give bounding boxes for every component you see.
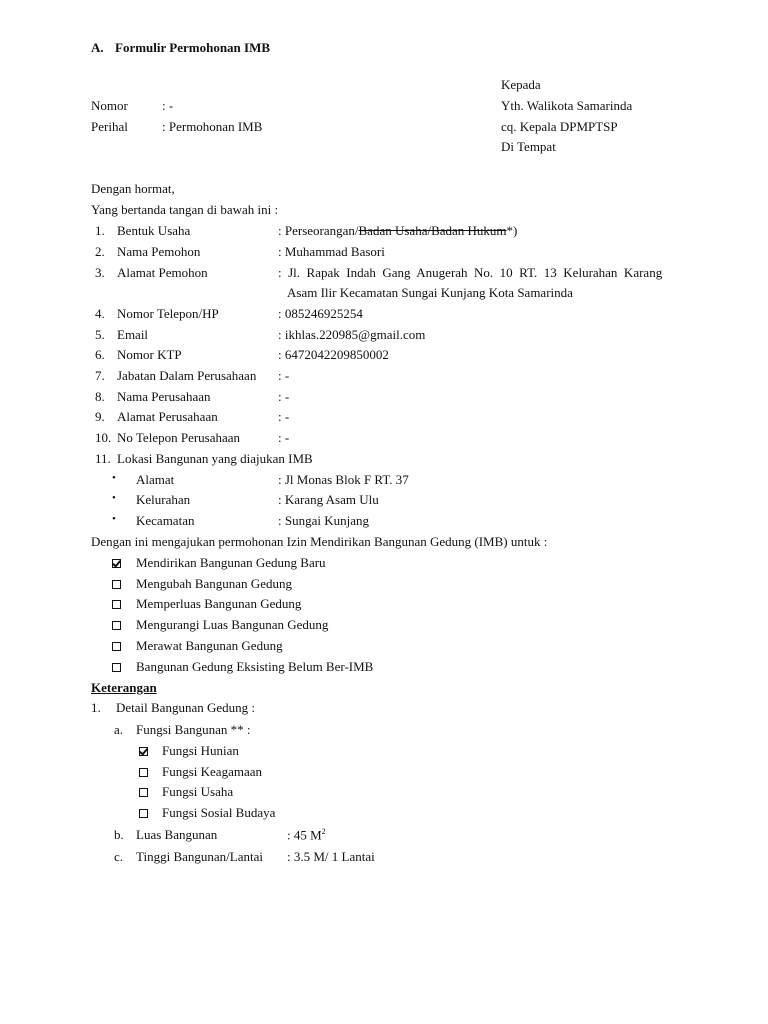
field-row-telepon-perusahaan xyxy=(0,430,768,450)
location-label: Alamat xyxy=(136,472,175,487)
checkbox-icon[interactable] xyxy=(112,621,121,630)
field-label: Email xyxy=(117,327,149,342)
luas-superscript: 2 xyxy=(321,827,326,836)
field-value: : - xyxy=(278,430,290,445)
nomor-value: : - xyxy=(162,98,174,113)
tinggi-bangunan-row xyxy=(0,849,768,869)
checkbox-icon[interactable] xyxy=(112,642,121,651)
intro-text: Yang bertanda tangan di bawah ini : xyxy=(91,202,279,217)
bentuk-usaha-value: : Perseorangan/ xyxy=(278,223,359,238)
purpose-option-mengubah xyxy=(0,576,768,596)
sub-item-letter: b. xyxy=(114,827,124,842)
field-row-alamat-perusahaan xyxy=(0,409,768,429)
sub-item-letter: c. xyxy=(114,849,124,864)
luas-value xyxy=(287,827,326,843)
purpose-option-mendirikan xyxy=(0,555,768,575)
checkbox-icon[interactable] xyxy=(112,600,121,609)
perihal-value: : Permohonan IMB xyxy=(162,119,263,134)
field-label: No Telepon Perusahaan xyxy=(117,430,241,445)
purpose-option-mengurangi xyxy=(0,617,768,637)
function-option-sosial-budaya xyxy=(0,805,768,825)
location-label: Kecamatan xyxy=(136,513,195,528)
location-value: : Sungai Kunjang xyxy=(278,513,369,528)
checkbox-icon[interactable] xyxy=(139,768,148,777)
checkbox-checked-icon[interactable] xyxy=(112,559,121,568)
field-row-bentuk-usaha xyxy=(0,223,768,243)
checkbox-icon[interactable] xyxy=(112,580,121,589)
field-row-alamat-pemohon xyxy=(0,265,768,305)
field-number: 1. xyxy=(95,223,105,238)
bentuk-usaha-struck-value: Badan Usaha/Badan Hukum xyxy=(358,223,507,238)
function-label: Fungsi Sosial Budaya xyxy=(162,805,276,820)
function-option-hunian xyxy=(0,743,768,763)
sub-item-label: Fungsi Bangunan ** : xyxy=(136,722,251,737)
tinggi-value: : 3.5 M/ 1 Lantai xyxy=(287,849,375,864)
field-value: : - xyxy=(278,368,290,383)
field-number: 11. xyxy=(95,451,111,466)
fungsi-bangunan-row xyxy=(0,722,768,742)
field-number: 8. xyxy=(95,389,105,404)
location-row-alamat xyxy=(0,472,768,492)
sub-item-label: Luas Bangunan xyxy=(136,827,218,842)
purpose-intro: Dengan ini mengajukan permohonan Izin Mendirikan Bangunan Gedung (IMB) untuk : xyxy=(91,534,548,549)
function-option-usaha xyxy=(0,784,768,804)
nomor-label: Nomor xyxy=(91,98,128,113)
bullet-icon: • xyxy=(112,492,116,504)
field-label: Alamat Perusahaan xyxy=(117,409,218,424)
purpose-option-merawat xyxy=(0,638,768,658)
luas-bangunan-row xyxy=(0,827,768,847)
field-label: Bentuk Usaha xyxy=(117,223,191,238)
purpose-option-eksisting xyxy=(0,659,768,679)
field-number: 3. xyxy=(95,265,105,280)
purpose-label: Mendirikan Bangunan Gedung Baru xyxy=(136,555,326,570)
field-row-nomor-telepon xyxy=(0,306,768,326)
field-label: Lokasi Bangunan yang diajukan IMB xyxy=(117,451,313,466)
location-value: : Jl Monas Blok F RT. 37 xyxy=(278,472,409,487)
location-row-kecamatan xyxy=(0,513,768,533)
field-row-jabatan xyxy=(0,368,768,388)
field-value xyxy=(278,223,517,239)
purpose-label: Mengubah Bangunan Gedung xyxy=(136,576,292,591)
field-row-email xyxy=(0,327,768,347)
function-label: Fungsi Hunian xyxy=(162,743,239,758)
field-number: 7. xyxy=(95,368,105,383)
purpose-option-memperluas xyxy=(0,596,768,616)
field-number: 10. xyxy=(95,430,112,445)
field-row-nama-pemohon xyxy=(0,244,768,264)
checkbox-icon[interactable] xyxy=(139,788,148,797)
field-label: Nomor KTP xyxy=(117,347,182,362)
purpose-label: Mengurangi Luas Bangunan Gedung xyxy=(136,617,329,632)
field-label: Nama Pemohon xyxy=(117,244,201,259)
location-value: : Karang Asam Ulu xyxy=(278,492,379,507)
recipient-line-2: Yth. Walikota Samarinda xyxy=(501,98,633,113)
field-row-nomor-ktp xyxy=(0,347,768,367)
field-label: Nama Perusahaan xyxy=(117,389,211,404)
item-number: 1. xyxy=(91,700,101,715)
checkbox-checked-icon[interactable] xyxy=(139,747,148,756)
field-row-nama-perusahaan xyxy=(0,389,768,409)
purpose-label: Merawat Bangunan Gedung xyxy=(136,638,283,653)
checkbox-icon[interactable] xyxy=(112,663,121,672)
field-value: : 085246925254 xyxy=(278,306,363,321)
field-label: Alamat Pemohon xyxy=(117,265,208,280)
field-row-lokasi-bangunan xyxy=(0,451,768,471)
bullet-icon: • xyxy=(112,472,116,484)
keterangan-title: Keterangan xyxy=(91,680,157,695)
field-value: : Muhammad Basori xyxy=(278,244,385,259)
field-label: Nomor Telepon/HP xyxy=(117,306,219,321)
checkbox-icon[interactable] xyxy=(139,809,148,818)
recipient-line-3: cq. Kepala DPMPTSP xyxy=(501,119,618,134)
perihal-label: Perihal xyxy=(91,119,128,134)
field-value: : ikhlas.220985@gmail.com xyxy=(278,327,426,342)
function-label: Fungsi Keagamaan xyxy=(162,764,263,779)
recipient-line-1: Kepada xyxy=(501,77,541,92)
greeting: Dengan hormat, xyxy=(91,181,175,196)
purpose-label: Bangunan Gedung Eksisting Belum Ber-IMB xyxy=(136,659,374,674)
form-title: Formulir Permohonan IMB xyxy=(115,40,271,55)
sub-item-letter: a. xyxy=(114,722,124,737)
field-number: 5. xyxy=(95,327,105,342)
location-row-kelurahan xyxy=(0,492,768,512)
luas-number: : 45 M xyxy=(287,827,322,843)
section-letter: A. xyxy=(91,40,104,55)
bullet-icon: • xyxy=(112,513,116,525)
detail-bangunan-row xyxy=(0,700,768,720)
item-label: Detail Bangunan Gedung : xyxy=(116,700,255,715)
field-label: Jabatan Dalam Perusahaan xyxy=(117,368,257,383)
function-label: Fungsi Usaha xyxy=(162,784,234,799)
recipient-line-4: Di Tempat xyxy=(501,139,556,154)
sub-item-label: Tinggi Bangunan/Lantai xyxy=(136,849,263,864)
field-number: 9. xyxy=(95,409,105,424)
field-value-line-2: Asam Ilir Kecamatan Sungai Kunjang Kota Samarinda xyxy=(287,285,573,300)
field-number: 4. xyxy=(95,306,105,321)
field-value: : - xyxy=(278,389,290,404)
field-value: : Jl. Rapak Indah Gang Anugerah No. 10 RT. 13 Kelurahan Karang xyxy=(278,265,663,280)
location-label: Kelurahan xyxy=(136,492,191,507)
purpose-label: Memperluas Bangunan Gedung xyxy=(136,596,302,611)
field-value: : - xyxy=(278,409,290,424)
function-option-keagamaan xyxy=(0,764,768,784)
field-value: : 6472042209850002 xyxy=(278,347,389,362)
field-number: 2. xyxy=(95,244,105,259)
field-number: 6. xyxy=(95,347,105,362)
bentuk-usaha-footnote: *) xyxy=(506,223,518,238)
